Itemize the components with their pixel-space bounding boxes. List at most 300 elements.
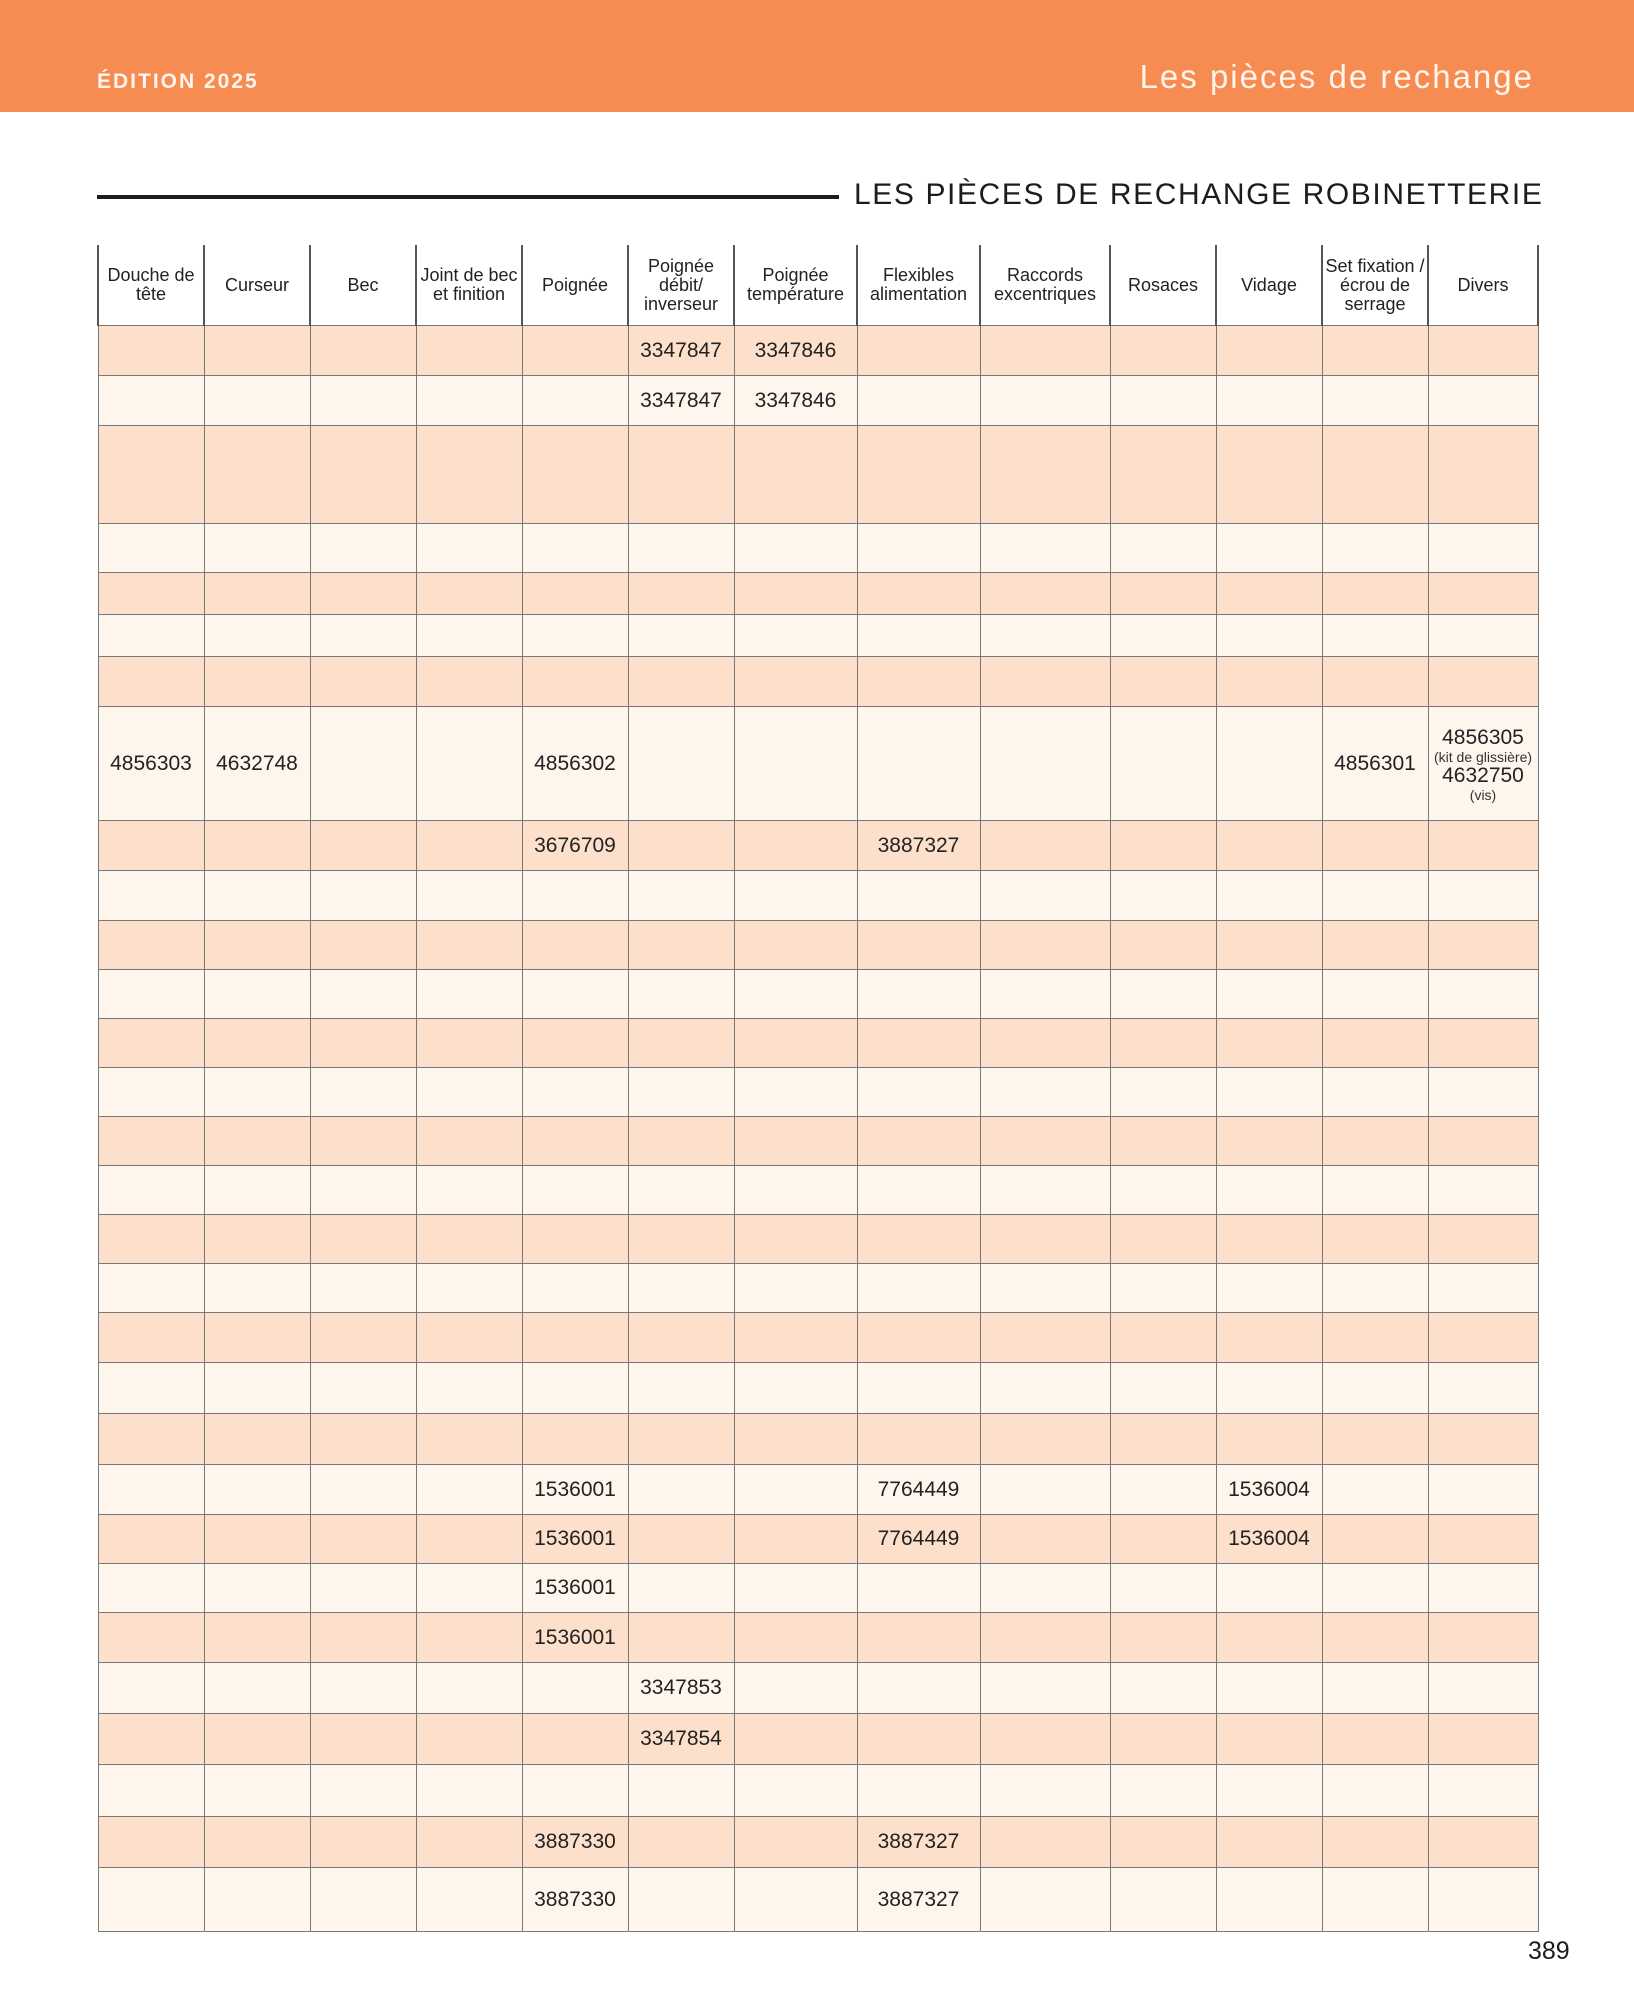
table-cell	[857, 326, 980, 376]
table-cell	[98, 1019, 204, 1068]
table-cell	[1110, 1515, 1216, 1564]
table-cell	[734, 1264, 857, 1313]
table-cell	[734, 426, 857, 524]
table-cell	[522, 426, 628, 524]
table-cell	[416, 1714, 522, 1765]
table-cell	[98, 970, 204, 1019]
table-row	[98, 1264, 1538, 1313]
table-cell	[1216, 871, 1322, 921]
table-cell	[522, 1117, 628, 1166]
table-cell	[98, 1663, 204, 1714]
table-cell	[1428, 1264, 1538, 1313]
table-cell	[416, 821, 522, 871]
table-cell	[98, 426, 204, 524]
table-cell	[1428, 1515, 1538, 1564]
table-cell	[1110, 1765, 1216, 1817]
table-row	[98, 1019, 1538, 1068]
table-cell	[734, 1817, 857, 1868]
table-cell	[734, 1117, 857, 1166]
table-cell	[416, 1166, 522, 1215]
table-cell	[980, 573, 1110, 615]
table-cell	[1110, 970, 1216, 1019]
table-cell	[204, 1817, 310, 1868]
table-cell	[310, 1068, 416, 1117]
table-cell	[522, 1714, 628, 1765]
column-header: Rosaces	[1110, 245, 1216, 326]
table-cell	[734, 1663, 857, 1714]
table-cell	[628, 573, 734, 615]
table-cell	[310, 524, 416, 573]
table-cell	[416, 376, 522, 426]
table-cell	[98, 1117, 204, 1166]
table-cell	[416, 1663, 522, 1714]
table-cell	[310, 1515, 416, 1564]
table-cell	[416, 871, 522, 921]
table-cell	[1216, 1868, 1322, 1932]
part-code: 4632750	[1442, 763, 1524, 787]
table-cell	[628, 1613, 734, 1663]
table-cell	[734, 573, 857, 615]
table-cell: 4856303	[98, 707, 204, 821]
table-row	[98, 921, 1538, 970]
column-header: Poignée débit/ inverseur	[628, 245, 734, 326]
part-code: 4856305	[1442, 725, 1524, 749]
table-cell	[98, 1414, 204, 1465]
table-cell	[1216, 376, 1322, 426]
table-cell	[1110, 1068, 1216, 1117]
table-cell	[416, 921, 522, 970]
table-cell	[204, 1363, 310, 1414]
table-cell	[1428, 1868, 1538, 1932]
table-cell	[1322, 1663, 1428, 1714]
table-cell	[416, 1765, 522, 1817]
table-cell: 4632748	[204, 707, 310, 821]
table-cell	[980, 1465, 1110, 1515]
table-cell	[416, 970, 522, 1019]
table-cell	[98, 1564, 204, 1613]
table-cell	[1428, 1215, 1538, 1264]
table-cell	[416, 1313, 522, 1363]
table-cell	[734, 871, 857, 921]
table-cell	[857, 1564, 980, 1613]
table-cell	[857, 1663, 980, 1714]
table-cell	[204, 1613, 310, 1663]
table-cell	[416, 1868, 522, 1932]
table-cell	[1428, 921, 1538, 970]
table-cell	[628, 707, 734, 821]
table-cell: 7764449	[857, 1465, 980, 1515]
table-row	[98, 1868, 1538, 1932]
table-cell	[416, 615, 522, 657]
table-cell: 3676709	[522, 821, 628, 871]
table-cell	[1216, 1663, 1322, 1714]
table-cell	[1322, 1414, 1428, 1465]
table-cell	[1322, 1019, 1428, 1068]
table-cell	[416, 1117, 522, 1166]
table-row	[98, 1765, 1538, 1817]
table-cell	[204, 1663, 310, 1714]
table-cell: 1536001	[522, 1515, 628, 1564]
table-row	[98, 1313, 1538, 1363]
table-cell: 3347854	[628, 1714, 734, 1765]
table-cell	[857, 1313, 980, 1363]
table-cell	[522, 871, 628, 921]
table-cell	[1322, 821, 1428, 871]
table-cell	[416, 1817, 522, 1868]
table-cell	[310, 921, 416, 970]
table-cell	[310, 1465, 416, 1515]
table-cell	[310, 1765, 416, 1817]
table-cell: 3347847	[628, 326, 734, 376]
table-cell	[1428, 376, 1538, 426]
table-cell	[628, 921, 734, 970]
table-cell	[1216, 1117, 1322, 1166]
table-cell	[98, 1465, 204, 1515]
table-cell	[204, 871, 310, 921]
table-cell	[1428, 1117, 1538, 1166]
table-cell	[1428, 1817, 1538, 1868]
table-cell	[857, 1363, 980, 1414]
table-cell: 3887330	[522, 1868, 628, 1932]
column-header: Curseur	[204, 245, 310, 326]
table-cell	[1322, 1613, 1428, 1663]
table-cell	[98, 1313, 204, 1363]
table-cell	[1428, 657, 1538, 707]
table-cell	[980, 970, 1110, 1019]
table-cell	[734, 1714, 857, 1765]
table-cell	[734, 1215, 857, 1264]
table-cell	[1216, 615, 1322, 657]
table-cell	[310, 1817, 416, 1868]
table-cell	[310, 970, 416, 1019]
table-cell	[628, 1868, 734, 1932]
table-cell	[857, 1068, 980, 1117]
table-cell	[628, 1817, 734, 1868]
table-cell	[310, 1215, 416, 1264]
table-cell	[98, 1215, 204, 1264]
table-cell	[628, 1465, 734, 1515]
table-cell	[1216, 1714, 1322, 1765]
table-cell	[734, 1313, 857, 1363]
table-cell	[522, 1215, 628, 1264]
page-title: LES PIÈCES DE RECHANGE ROBINETTERIE	[854, 178, 1544, 211]
table-cell	[1428, 1363, 1538, 1414]
table-cell	[98, 1166, 204, 1215]
table-cell	[1322, 1264, 1428, 1313]
table-cell	[204, 1564, 310, 1613]
table-cell	[734, 1613, 857, 1663]
table-cell	[1428, 1465, 1538, 1515]
table-cell	[1216, 707, 1322, 821]
table-cell	[98, 615, 204, 657]
table-cell	[1110, 615, 1216, 657]
table-cell	[1110, 1117, 1216, 1166]
table-cell	[310, 657, 416, 707]
table-cell	[1428, 1313, 1538, 1363]
table-cell	[310, 615, 416, 657]
table-cell	[980, 1663, 1110, 1714]
table-row	[98, 970, 1538, 1019]
table-row	[98, 821, 1538, 871]
table-cell	[310, 376, 416, 426]
table-cell	[1428, 871, 1538, 921]
title-rule	[97, 195, 839, 199]
table-cell	[1110, 1215, 1216, 1264]
table-cell	[1216, 657, 1322, 707]
table-cell	[416, 1068, 522, 1117]
table-cell	[980, 1166, 1110, 1215]
table-row	[98, 1817, 1538, 1868]
part-note: (kit de glissière)	[1433, 748, 1533, 765]
table-cell	[1428, 821, 1538, 871]
table-cell	[1428, 524, 1538, 573]
table-cell	[1322, 1166, 1428, 1215]
table-cell	[1322, 1215, 1428, 1264]
table-cell	[310, 1264, 416, 1313]
table-cell	[1110, 921, 1216, 970]
table-cell	[980, 326, 1110, 376]
table-cell	[416, 573, 522, 615]
column-header: Bec	[310, 245, 416, 326]
table-cell	[416, 1215, 522, 1264]
table-cell	[1110, 1166, 1216, 1215]
table-row	[98, 1465, 1538, 1515]
table-cell: 3347846	[734, 326, 857, 376]
table-cell	[98, 1068, 204, 1117]
table-cell	[857, 1714, 980, 1765]
table-cell	[416, 1465, 522, 1515]
table-cell	[980, 1765, 1110, 1817]
table-cell	[980, 1215, 1110, 1264]
divers-cell	[1428, 707, 1538, 821]
table-cell	[980, 1363, 1110, 1414]
table-cell	[204, 1868, 310, 1932]
table-row	[98, 1613, 1538, 1663]
table-cell	[522, 970, 628, 1019]
table-row	[98, 1117, 1538, 1166]
table-cell	[98, 524, 204, 573]
table-cell	[980, 1264, 1110, 1313]
table-cell	[857, 1166, 980, 1215]
table-cell	[98, 1714, 204, 1765]
table-cell	[1110, 871, 1216, 921]
table-cell: 1536001	[522, 1465, 628, 1515]
table-cell	[628, 1264, 734, 1313]
table-cell	[628, 1313, 734, 1363]
table-cell: 3347847	[628, 376, 734, 426]
table-cell	[1322, 1817, 1428, 1868]
table-cell	[1216, 1019, 1322, 1068]
table-cell	[628, 615, 734, 657]
table-cell	[1322, 1564, 1428, 1613]
table-cell	[1322, 426, 1428, 524]
table-cell	[310, 821, 416, 871]
table-cell	[628, 426, 734, 524]
table-cell	[416, 1414, 522, 1465]
table-cell	[734, 615, 857, 657]
table-cell	[522, 921, 628, 970]
table-cell	[522, 573, 628, 615]
table-cell	[980, 1515, 1110, 1564]
table-cell	[980, 1868, 1110, 1932]
table-row	[98, 1166, 1538, 1215]
table-cell	[1428, 1714, 1538, 1765]
table-cell	[1322, 921, 1428, 970]
table-row	[98, 1714, 1538, 1765]
table-cell	[980, 1414, 1110, 1465]
table-cell	[1110, 657, 1216, 707]
table-row	[98, 871, 1538, 921]
table-cell	[522, 1068, 628, 1117]
table-cell	[1216, 821, 1322, 871]
table-cell	[1216, 524, 1322, 573]
table-cell	[204, 1117, 310, 1166]
table-row	[98, 1663, 1538, 1714]
table-cell	[1428, 1663, 1538, 1714]
table-cell	[416, 1019, 522, 1068]
header-banner	[0, 0, 1634, 112]
table-cell	[1216, 426, 1322, 524]
table-cell	[857, 1613, 980, 1663]
table-cell	[310, 1019, 416, 1068]
table-cell	[980, 426, 1110, 524]
table-cell	[98, 1264, 204, 1313]
table-cell	[98, 871, 204, 921]
table-cell	[1428, 326, 1538, 376]
table-cell	[1428, 1613, 1538, 1663]
table-cell	[1322, 326, 1428, 376]
table-cell	[204, 1765, 310, 1817]
table-cell	[204, 1414, 310, 1465]
table-cell	[857, 1765, 980, 1817]
table-cell	[1322, 615, 1428, 657]
table-cell	[1428, 573, 1538, 615]
table-cell	[734, 1414, 857, 1465]
table-cell: 3347853	[628, 1663, 734, 1714]
edition-label: ÉDITION 2025	[97, 70, 259, 93]
table-cell	[310, 707, 416, 821]
table-cell	[980, 1564, 1110, 1613]
table-cell	[522, 1765, 628, 1817]
table-cell	[310, 1313, 416, 1363]
table-cell	[522, 524, 628, 573]
table-cell	[204, 1465, 310, 1515]
table-cell	[98, 921, 204, 970]
table-cell	[980, 821, 1110, 871]
table-cell	[1216, 1215, 1322, 1264]
table-cell	[1428, 1166, 1538, 1215]
table-cell: 3887327	[857, 821, 980, 871]
table-cell	[734, 1564, 857, 1613]
table-cell: 3347846	[734, 376, 857, 426]
table-row	[98, 1363, 1538, 1414]
table-cell	[857, 871, 980, 921]
table-cell	[416, 426, 522, 524]
table-cell: 1536004	[1216, 1515, 1322, 1564]
table-cell	[734, 1166, 857, 1215]
table-cell	[1216, 1414, 1322, 1465]
part-note: (vis)	[1469, 786, 1497, 803]
table-cell	[522, 1264, 628, 1313]
column-header: Divers	[1428, 245, 1538, 326]
table-cell	[734, 921, 857, 970]
table-cell: 1536004	[1216, 1465, 1322, 1515]
column-header: Vidage	[1216, 245, 1322, 326]
table-cell	[1322, 657, 1428, 707]
table-cell	[204, 326, 310, 376]
table-cell	[310, 1714, 416, 1765]
table-cell	[1110, 1414, 1216, 1465]
table-cell	[857, 657, 980, 707]
table-cell	[734, 1363, 857, 1414]
table-row	[98, 1414, 1538, 1465]
table-cell: 4856301	[1322, 707, 1428, 821]
table-cell	[1322, 1714, 1428, 1765]
table-cell	[1322, 573, 1428, 615]
table-cell	[1322, 1515, 1428, 1564]
table-row	[98, 376, 1538, 426]
table-cell	[857, 970, 980, 1019]
table-cell	[204, 1313, 310, 1363]
table-header-row	[98, 245, 1538, 326]
table-row	[98, 657, 1538, 707]
table-cell	[522, 615, 628, 657]
table-cell	[857, 707, 980, 821]
table-cell	[1110, 426, 1216, 524]
table-cell	[1322, 871, 1428, 921]
table-cell	[628, 1363, 734, 1414]
table-cell	[1110, 573, 1216, 615]
table-cell	[310, 1663, 416, 1714]
column-header: Joint de bec et finition	[416, 245, 522, 326]
table-cell	[1322, 1868, 1428, 1932]
table-cell	[1216, 921, 1322, 970]
table-cell	[204, 426, 310, 524]
table-cell	[1428, 1414, 1538, 1465]
table-cell	[1428, 615, 1538, 657]
table-row	[98, 1215, 1538, 1264]
table-cell	[1110, 707, 1216, 821]
table-cell	[857, 426, 980, 524]
table-cell	[734, 1019, 857, 1068]
table-cell	[416, 524, 522, 573]
table-cell	[628, 821, 734, 871]
table-cell	[1428, 1564, 1538, 1613]
table-cell	[857, 1215, 980, 1264]
table-cell	[980, 871, 1110, 921]
table-cell	[416, 1515, 522, 1564]
table-cell	[1110, 376, 1216, 426]
table-cell	[98, 657, 204, 707]
table-cell	[1322, 970, 1428, 1019]
table-cell	[628, 1068, 734, 1117]
table-cell	[204, 921, 310, 970]
table-cell	[857, 921, 980, 970]
table-cell	[1322, 1117, 1428, 1166]
table-cell	[628, 970, 734, 1019]
table-cell	[522, 1313, 628, 1363]
table-cell	[310, 871, 416, 921]
table-cell	[310, 1868, 416, 1932]
table-cell	[204, 1215, 310, 1264]
table-cell: 4856302	[522, 707, 628, 821]
table-cell	[1322, 376, 1428, 426]
table-cell	[1216, 1363, 1322, 1414]
table-cell: 1536001	[522, 1564, 628, 1613]
table-row	[98, 573, 1538, 615]
table-cell	[204, 1264, 310, 1313]
table-cell	[98, 376, 204, 426]
